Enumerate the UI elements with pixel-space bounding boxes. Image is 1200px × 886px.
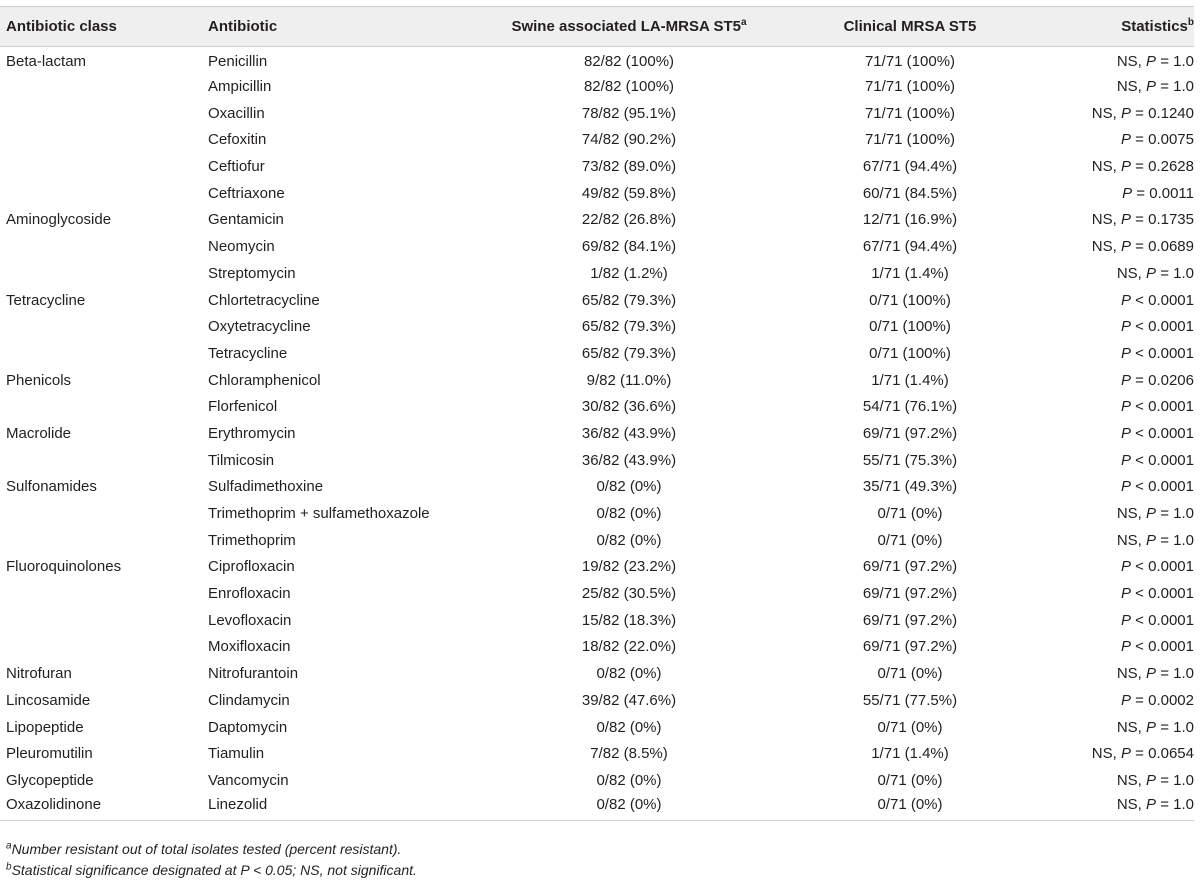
- table-row: [0, 287, 1194, 314]
- cell-clinical-resistance: 0/71 (0%): [877, 665, 943, 683]
- cell-swine-resistance: 65/82 (79.3%): [581, 344, 677, 362]
- table-row: [0, 580, 1194, 607]
- cell-clinical-resistance: 67/71 (94.4%): [862, 158, 958, 176]
- table-row: [0, 367, 1194, 394]
- cell-antibiotic: Linezolid: [196, 794, 476, 821]
- cell-swine-resistance: 1/82 (1.2%): [590, 264, 668, 282]
- table-row: [0, 527, 1194, 554]
- cell-antibiotic-class: [0, 500, 196, 527]
- cell-clinical-resistance: 55/71 (75.3%): [862, 451, 958, 469]
- cell-antibiotic-class: [0, 580, 196, 607]
- cell-statistics: NS, P = 0.1240: [1091, 104, 1194, 122]
- cell-statistics: NS, P = 1.0: [1116, 505, 1194, 523]
- cell-antibiotic: Ciprofloxacin: [208, 558, 295, 576]
- cell-clinical-resistance: 0/71 (100%): [869, 318, 951, 336]
- cell-swine-resistance: 36/82 (43.9%): [581, 451, 677, 469]
- cell-antibiotic-class: [0, 340, 196, 367]
- cell-statistics: P < 0.0001: [1120, 398, 1194, 416]
- cell-antibiotic-class: [0, 153, 196, 180]
- cell-antibiotic-class: [0, 607, 196, 634]
- cell-swine-resistance: 82/82 (100%): [583, 53, 675, 71]
- cell-swine-resistance: 30/82 (36.6%): [581, 398, 677, 416]
- cell-clinical-resistance: 71/71 (100%): [864, 131, 956, 149]
- table-row: [0, 233, 1194, 260]
- table-row: [0, 447, 1194, 474]
- cell-statistics: NS, P = 1.0: [1116, 78, 1194, 96]
- cell-clinical-resistance: 71/71 (100%): [864, 53, 956, 71]
- cell-antibiotic: Penicillin: [208, 53, 268, 71]
- table-row: [0, 180, 1194, 207]
- cell-statistics: P < 0.0001: [1120, 611, 1194, 629]
- cell-statistics: NS, P = 1.0: [1116, 771, 1194, 789]
- table-row: [0, 340, 1194, 367]
- cell-antibiotic: Tetracycline: [208, 344, 288, 362]
- cell-clinical-resistance: 54/71 (76.1%): [862, 398, 958, 416]
- cell-statistics: NS, P = 1.0: [1116, 665, 1194, 683]
- cell-swine-resistance: 18/82 (22.0%): [581, 638, 677, 656]
- cell-antibiotic-class: Aminoglycoside: [6, 211, 112, 229]
- cell-statistics: P < 0.0001: [1120, 558, 1194, 576]
- header-statistics: Statistics$^b$: [1038, 7, 1194, 47]
- cell-swine-resistance: 22/82 (26.8%): [581, 211, 677, 229]
- table-row: [0, 634, 1194, 661]
- cell-swine-resistance: 69/82 (84.1%): [581, 238, 677, 256]
- header-antibiotic: Antibiotic: [196, 7, 476, 47]
- cell-statistics: P = 0.0002: [1120, 691, 1194, 709]
- cell-statistics: NS, P = 0.2628: [1091, 158, 1194, 176]
- cell-swine-resistance: 25/82 (30.5%): [581, 585, 677, 603]
- cell-antibiotic-class: [0, 73, 196, 100]
- cell-antibiotic: Nitrofurantoin: [208, 665, 299, 683]
- table-row: [0, 554, 1194, 581]
- cell-statistics: P < 0.0001: [1120, 451, 1194, 469]
- cell-clinical-resistance: 71/71 (100%): [864, 104, 956, 122]
- footnote-mark-b: b: [1187, 17, 1194, 28]
- cell-swine-resistance: 78/82 (95.1%): [581, 104, 677, 122]
- cell-swine-resistance: 39/82 (47.6%): [581, 691, 677, 709]
- cell-antibiotic-class: Glycopeptide: [6, 771, 94, 789]
- cell-clinical-resistance: 12/71 (16.9%): [862, 211, 958, 229]
- table-row: [0, 313, 1194, 340]
- cell-antibiotic: Tilmicosin: [208, 451, 275, 469]
- cell-antibiotic-class: Sulfonamides: [6, 478, 97, 496]
- cell-statistics: NS, P = 1.0: [1116, 264, 1194, 282]
- cell-statistics: NS, P = 1.0: [1038, 794, 1194, 821]
- table-row: [0, 100, 1194, 127]
- cell-statistics: P < 0.0001: [1120, 291, 1194, 309]
- cell-antibiotic: Ceftriaxone: [208, 184, 285, 202]
- cell-swine-resistance: 82/82 (100%): [583, 78, 675, 96]
- cell-antibiotic-class: [0, 527, 196, 554]
- cell-antibiotic-class: Beta-lactam: [6, 53, 87, 71]
- cell-statistics: NS, P = 0.1735: [1091, 211, 1194, 229]
- table-row: [0, 393, 1194, 420]
- cell-clinical-resistance: 69/71 (97.2%): [862, 611, 958, 629]
- cell-antibiotic: Neomycin: [208, 238, 275, 256]
- cell-antibiotic: Chlortetracycline: [208, 291, 320, 309]
- cell-statistics: P < 0.0001: [1120, 344, 1194, 362]
- cell-antibiotic: Vancomycin: [208, 771, 289, 789]
- cell-antibiotic: Tiamulin: [208, 745, 265, 763]
- cell-antibiotic: Enrofloxacin: [208, 585, 291, 603]
- table-row: [0, 607, 1194, 634]
- cell-clinical-resistance: 0/71 (0%): [877, 531, 943, 549]
- cell-antibiotic: Gentamicin: [208, 211, 284, 229]
- cell-clinical-resistance: 71/71 (100%): [864, 78, 956, 96]
- header-clinical-mrsa: Clinical MRSA ST5: [782, 7, 1038, 47]
- cell-swine-resistance: 74/82 (90.2%): [581, 131, 677, 149]
- cell-swine-resistance: 36/82 (43.9%): [581, 424, 677, 442]
- cell-statistics: P < 0.0001: [1120, 318, 1194, 336]
- cell-antibiotic: Streptomycin: [208, 264, 296, 282]
- cell-antibiotic-class: Fluoroquinolones: [6, 558, 122, 576]
- cell-clinical-resistance: 69/71 (97.2%): [862, 638, 958, 656]
- cell-swine-resistance: 9/82 (11.0%): [586, 371, 672, 389]
- cell-statistics: NS, P = 1.0: [1116, 53, 1194, 71]
- cell-statistics: NS, P = 0.0654: [1091, 745, 1194, 763]
- cell-clinical-resistance: 0/71 (0%): [782, 794, 1038, 821]
- cell-antibiotic: Erythromycin: [208, 424, 296, 442]
- cell-antibiotic-class: Macrolide: [6, 424, 72, 442]
- cell-clinical-resistance: 1/71 (1.4%): [871, 264, 949, 282]
- table-row: [0, 660, 1194, 687]
- cell-antibiotic: Ampicillin: [208, 78, 272, 96]
- cell-clinical-resistance: 67/71 (94.4%): [862, 238, 958, 256]
- table-row: [0, 714, 1194, 741]
- cell-antibiotic: Moxifloxacin: [208, 638, 291, 656]
- cell-swine-resistance: 7/82 (8.5%): [590, 745, 668, 763]
- cell-clinical-resistance: 69/71 (97.2%): [862, 585, 958, 603]
- table-row: [0, 47, 1194, 74]
- table-row: [0, 687, 1194, 714]
- table-row: [0, 153, 1194, 180]
- table-row: [0, 127, 1194, 154]
- cell-antibiotic: Levofloxacin: [208, 611, 292, 629]
- table-header-row: [0, 7, 1194, 47]
- table-body: [0, 47, 1194, 821]
- cell-statistics: P < 0.0001: [1120, 424, 1194, 442]
- cell-antibiotic-class: [0, 260, 196, 287]
- table-row: [0, 420, 1194, 447]
- cell-antibiotic-class: [0, 393, 196, 420]
- cell-clinical-resistance: 69/71 (97.2%): [862, 424, 958, 442]
- cell-swine-resistance: 65/82 (79.3%): [581, 291, 677, 309]
- footnote-mark-a: a: [740, 17, 747, 28]
- cell-statistics: NS, P = 1.0: [1116, 718, 1194, 736]
- table-row: [0, 207, 1194, 234]
- cell-antibiotic-class: [0, 100, 196, 127]
- cell-antibiotic: Sulfadimethoxine: [208, 478, 324, 496]
- cell-statistics: P = 0.0011: [1122, 184, 1194, 202]
- cell-clinical-resistance: 0/71 (100%): [869, 291, 951, 309]
- cell-swine-resistance: 0/82 (0%): [476, 794, 782, 821]
- cell-clinical-resistance: 69/71 (97.2%): [862, 558, 958, 576]
- cell-clinical-resistance: 35/71 (49.3%): [862, 478, 958, 496]
- cell-antibiotic-class: Lincosamide: [6, 691, 91, 709]
- cell-statistics: P < 0.0001: [1120, 478, 1194, 496]
- cell-antibiotic-class: [0, 233, 196, 260]
- footnote-a: $^a$Number resistant out of total isolates tested (percent resistant).: [6, 840, 402, 857]
- cell-antibiotic-class: Nitrofuran: [6, 665, 72, 683]
- cell-swine-resistance: 0/82 (0%): [596, 665, 662, 683]
- cell-antibiotic: Trimethoprim + sulfamethoxazole: [208, 505, 430, 523]
- cell-swine-resistance: 0/82 (0%): [596, 478, 662, 496]
- cell-antibiotic-class: [0, 634, 196, 661]
- table-row: [0, 500, 1194, 527]
- antibiotic-resistance-table: [0, 6, 1194, 821]
- table-row: [0, 740, 1194, 767]
- cell-antibiotic-class: [0, 313, 196, 340]
- cell-antibiotic-class: Phenicols: [6, 371, 72, 389]
- table-row: [0, 260, 1194, 287]
- header-antibiotic-class: Antibiotic class: [0, 7, 196, 47]
- cell-antibiotic: Oxacillin: [208, 104, 265, 122]
- table-row: [0, 474, 1194, 501]
- cell-antibiotic: Daptomycin: [208, 718, 288, 736]
- footnote-b: $^b$Statistical significance designated at P < 0.05; NS, not significant.: [6, 861, 417, 878]
- cell-swine-resistance: 65/82 (79.3%): [581, 318, 677, 336]
- cell-antibiotic: Trimethoprim: [208, 531, 296, 549]
- cell-antibiotic: Clindamycin: [208, 691, 290, 709]
- cell-antibiotic: Chloramphenicol: [208, 371, 321, 389]
- cell-swine-resistance: 0/82 (0%): [596, 505, 662, 523]
- cell-clinical-resistance: 0/71 (0%): [877, 718, 943, 736]
- cell-swine-resistance: 15/82 (18.3%): [581, 611, 677, 629]
- cell-antibiotic-class: Oxazolidinone: [0, 794, 196, 821]
- table-row: [0, 73, 1194, 100]
- cell-antibiotic: Cefoxitin: [208, 131, 267, 149]
- cell-antibiotic: Florfenicol: [208, 398, 278, 416]
- cell-clinical-resistance: 1/71 (1.4%): [871, 745, 949, 763]
- cell-clinical-resistance: 55/71 (77.5%): [862, 691, 958, 709]
- cell-statistics: P = 0.0075: [1120, 131, 1194, 149]
- cell-antibiotic-class: [0, 180, 196, 207]
- cell-swine-resistance: 0/82 (0%): [596, 771, 662, 789]
- cell-swine-resistance: 19/82 (23.2%): [581, 558, 677, 576]
- cell-clinical-resistance: 0/71 (0%): [877, 771, 943, 789]
- cell-antibiotic-class: Lipopeptide: [6, 718, 84, 736]
- cell-clinical-resistance: 0/71 (0%): [877, 505, 943, 523]
- cell-antibiotic-class: [0, 447, 196, 474]
- cell-statistics: P < 0.0001: [1120, 638, 1194, 656]
- cell-clinical-resistance: 1/71 (1.4%): [871, 371, 949, 389]
- cell-antibiotic-class: Tetracycline: [6, 291, 86, 309]
- cell-clinical-resistance: 0/71 (100%): [869, 344, 951, 362]
- cell-swine-resistance: 73/82 (89.0%): [581, 158, 677, 176]
- cell-statistics: NS, P = 1.0: [1116, 531, 1194, 549]
- cell-swine-resistance: 0/82 (0%): [596, 718, 662, 736]
- cell-antibiotic-class: Pleuromutilin: [6, 745, 93, 763]
- cell-statistics: NS, P = 0.0689: [1091, 238, 1194, 256]
- table-row: [0, 767, 1194, 794]
- table-row: [0, 794, 1194, 821]
- cell-antibiotic-class: [0, 127, 196, 154]
- cell-antibiotic: Ceftiofur: [208, 158, 265, 176]
- cell-swine-resistance: 49/82 (59.8%): [581, 184, 677, 202]
- cell-statistics: P < 0.0001: [1120, 585, 1194, 603]
- cell-statistics: P = 0.0206: [1120, 371, 1194, 389]
- cell-swine-resistance: 0/82 (0%): [596, 531, 662, 549]
- cell-antibiotic: Oxytetracycline: [208, 318, 311, 336]
- header-swine-la-mrsa: Swine associated LA-MRSA ST5$^a$: [476, 7, 782, 47]
- cell-clinical-resistance: 60/71 (84.5%): [862, 184, 958, 202]
